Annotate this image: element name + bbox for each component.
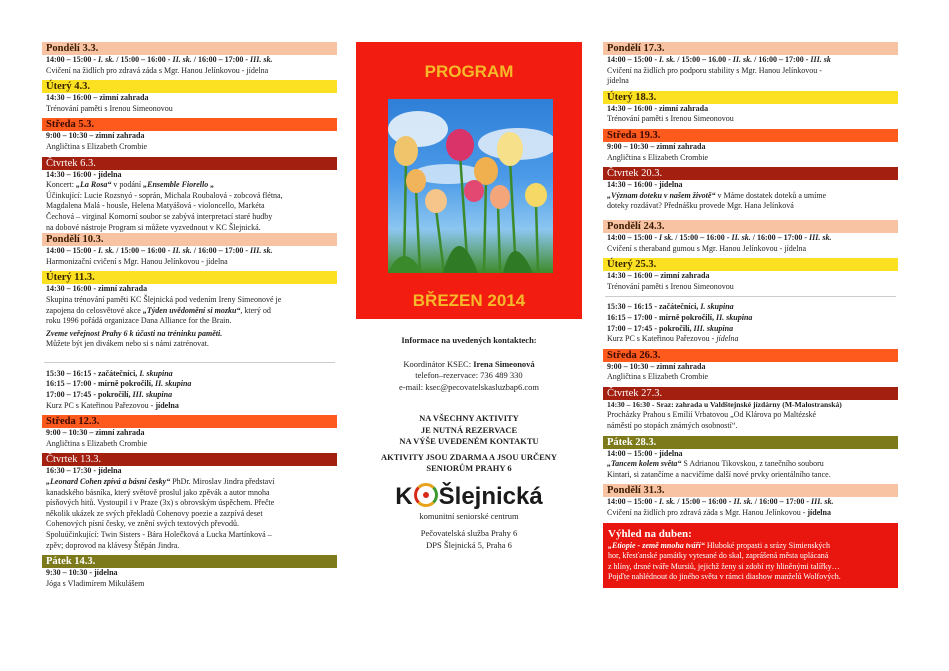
day-time: 9:00 – 10:30 – zimní zahrada xyxy=(46,428,145,438)
day-block xyxy=(603,258,898,345)
day-block xyxy=(42,453,337,551)
day-desc: Koncert: „La Rosa“ v podání „Ensemble Fiorello „ xyxy=(46,180,215,190)
day-block xyxy=(42,42,337,76)
cover-month: BŘEZEN 2014 xyxy=(412,291,526,310)
day-header: Úterý 25.3. xyxy=(603,258,898,271)
cover-title: PROGRAM xyxy=(424,62,514,81)
logo-ring-icon xyxy=(414,483,438,507)
day-desc: Cvičení s theraband gumou s Mgr. Hanou Jelínkovou - jídelna xyxy=(607,243,807,253)
day-desc: roku 1996 pořádá organizace Dana Alliance for the Brain. xyxy=(46,316,232,326)
day-block xyxy=(42,233,337,267)
day-block xyxy=(42,118,337,152)
day-desc: náměstí po stopách známých osobností“. xyxy=(607,421,738,431)
day-time: 14:00 – 15:00 - I. sk. / 15:00 – 16:00 - II. sk. / 16:00 – 17:00 - III. sk. xyxy=(46,55,273,64)
day-block xyxy=(603,349,898,383)
day-desc: Cvičení na židlích pro zdravá záda s Mgr. Hanou Jelínkovou - jídelna xyxy=(46,65,269,75)
day-header: Čtvrtek 13.3. xyxy=(42,453,337,466)
day-desc: Cvičení na židlích pro podporu stability s Mgr. Hanou Jelínkovou - xyxy=(607,65,822,75)
address-line: Pečovatelská služba Prahy 6 xyxy=(420,528,518,538)
day-header: Čtvrtek 6.3. xyxy=(42,157,337,170)
email-link[interactable]: e-mail: ksec@pecovatelskasluzbap6.com xyxy=(399,381,539,392)
day-desc: Trénování paměti s Irenou Simeonovou xyxy=(46,103,173,113)
day-header: Středa 5.3. xyxy=(42,118,337,131)
day-block xyxy=(603,436,898,481)
day-desc: písňových hitů. Vystoupil i v Praze (3x) s obrovským úspěchem. Přečte xyxy=(46,498,275,508)
notice-line: NA VÝŠE UVEDENÉM KONTAKTU xyxy=(399,436,539,446)
day-desc: Spoluúčinkující: Twin Sisters - Bára Holečková a Lucka Martínková – xyxy=(46,530,272,539)
day-header: Pondělí 24.3. xyxy=(603,220,898,233)
pc-group: 17:00 – 17:45 - pokročilí, III. skupina xyxy=(607,323,734,333)
day-block xyxy=(603,91,898,125)
day-block xyxy=(603,129,898,163)
day-desc: jídelna xyxy=(607,76,629,86)
phone: telefon–rezervace: 736 489 330 xyxy=(415,370,523,380)
tulips-photo xyxy=(388,99,553,273)
notice-line: JE NUTNÁ REZERVACE xyxy=(420,424,518,435)
day-header: Středa 26.3. xyxy=(603,349,898,362)
day-block xyxy=(603,42,898,87)
pc-group: 15:30 – 16:15 - začátečníci, I. skupina xyxy=(607,302,734,312)
day-header: Úterý 11.3. xyxy=(42,271,337,284)
day-desc: Účinkující: Lucie Rozsnyó - soprán, Michala Roubalová - zobcová flétna, xyxy=(46,190,283,200)
day-desc: Trénování paměti s Irenou Simeonovou xyxy=(607,281,734,291)
day-block xyxy=(42,157,337,234)
day-time: 14:30 – 16:00 – zimní zahrada xyxy=(46,93,149,103)
day-header: Úterý 4.3. xyxy=(42,80,337,93)
center-panel xyxy=(356,42,582,551)
day-desc: Angličtina s Elizabeth Crombie xyxy=(46,141,148,151)
preview-text: z hlíny, drsné tváře Mursiů, jejichž ženy si zdobí rty hliněnými talířky… xyxy=(608,561,840,571)
day-desc: „Tancem kolem světa“ S Adrianou Tikovskou, z tanečního souboru xyxy=(607,459,824,469)
day-desc: Můžete být jen divákem nebo si s námi zatrénovat. xyxy=(46,339,209,349)
day-header: Středa 19.3. xyxy=(603,129,898,142)
kc-slejnicka-logo: K Šlejnická xyxy=(395,482,543,510)
day-block xyxy=(603,220,898,254)
schedule-column-left xyxy=(42,42,337,593)
schedule-column-right xyxy=(603,42,898,588)
day-desc: Skupina trénování paměti KC Šlejnická pod vedením Ireny Simeonové je xyxy=(46,294,282,304)
cover-block xyxy=(356,42,582,319)
pc-group: 16:15 – 17:00 - mírně pokročilí, II. skupina xyxy=(607,312,753,322)
day-desc: zpěv; doprovod na klávesy Štěpán Jindra. xyxy=(46,540,180,550)
preview-title: Výhled na duben: xyxy=(608,527,692,540)
day-desc: „Význam doteku v našem životě“ v Máme dostatek doteků a umíme xyxy=(607,190,827,200)
day-block xyxy=(42,555,337,589)
day-block xyxy=(603,387,898,432)
day-header: Pondělí 31.3. xyxy=(603,484,898,497)
preview-text: Pojďte nahlédnout do jiného světa v rámci diashow manželů Wolfových. xyxy=(608,572,841,582)
preview-text: hor, křesťanské památky vytesané do skal, zaprášená města uplácaná xyxy=(608,551,829,561)
day-desc: Harmonizační cvičení s Mgr. Hanou Jelínkovou - jídelna xyxy=(46,256,228,266)
pc-group: 17:00 – 17:45 - pokročilí, III. skupina xyxy=(46,390,173,400)
day-time: 14:30 – 16:00 - zimní zahrada xyxy=(607,103,709,113)
day-header: Středa 12.3. xyxy=(42,415,337,428)
day-header: Pondělí 10.3. xyxy=(42,233,337,246)
day-time: 14:00 – 15:00 - I. sk. / 15:00 – 16.00 - II. sk. / 16:00 – 17:00 - III. sk xyxy=(607,55,831,64)
day-desc: na dobové nástroje Program si můžete vyzvednout v KC Šlejnická. xyxy=(46,222,261,232)
day-desc: Magdalena Malá - housle, Helena Matyášová - violoncello, Markéta xyxy=(46,201,265,211)
info-heading: Informace na uvedených kontaktech: xyxy=(401,335,537,345)
day-block xyxy=(603,167,898,212)
day-time: 14:00 – 15:00 - I. sk. / 15:00 – 16:00 - II. sk. / 16:00 – 17:00 - III. sk. xyxy=(46,246,273,256)
day-block xyxy=(42,415,337,449)
day-time: 14:30 – 16:00 - jídelna xyxy=(46,169,122,179)
day-header: Pondělí 17.3. xyxy=(603,42,898,55)
day-header: Úterý 18.3. xyxy=(603,91,898,104)
day-desc: Trénování paměti s Irenou Simeonovou xyxy=(607,114,734,124)
pc-group: 16:15 – 17:00 - mírně pokročilí, II. skupina xyxy=(46,379,192,389)
day-desc: Jóga s Vladimírem Mikulášem xyxy=(46,578,145,588)
day-header: Pondělí 3.3. xyxy=(42,42,337,55)
pc-course: Kurz PC s Kateřinou Pařezovou - jídelna xyxy=(46,400,179,410)
day-time: 14:00 – 15:00 - jídelna xyxy=(607,448,683,458)
day-desc: Cvičení na židlích pro zdravá záda s Mgr. Hanou Jelínkovou - jídelna xyxy=(607,508,831,518)
day-header: Čtvrtek 20.3. xyxy=(603,167,898,180)
day-time: 16:30 – 17:30 - jídelna xyxy=(46,466,122,476)
day-desc: zapojena do celosvětové akce „Týden uvědomění si mozku“, který od xyxy=(46,305,271,315)
preview-text: „Etiopie - země mnoha tváří“ Hluboké propasti a srázy Simienských xyxy=(608,540,830,550)
day-time: 14:30 – 16:00 – zimní zahrada xyxy=(607,271,710,281)
day-desc: Angličtina s Elizabeth Crombie xyxy=(607,372,709,382)
day-time: 9:30 – 10:30 - jídelna xyxy=(46,568,118,578)
day-desc: Čechová – virginal Komorní soubor se zabývá interpretací staré hudby xyxy=(46,211,273,221)
day-desc: Angličtina s Elizabeth Crombie xyxy=(46,438,148,448)
day-time: 9:00 – 10:30 – zimní zahrada xyxy=(607,141,706,151)
tulips-illustration xyxy=(388,99,553,273)
day-header: Pátek 14.3. xyxy=(42,555,337,568)
pc-group: 15:30 – 16:15 - začátečníci, I. skupina xyxy=(46,368,173,378)
day-time: 14:00 – 15:00 - I. sk. / 15:00 – 16:00 - II. sk. / 16:00 – 17:00 - III. sk. xyxy=(607,497,834,507)
day-desc: Cohenových písní česky, ve znění svých textových převodů. xyxy=(46,519,239,529)
day-desc: Kintari, si zatančíme a nacvičíme další nové prvky orientálního tance. xyxy=(607,469,831,479)
day-time: 14:00 – 15:00 - I sk. / 15:00 – 16:00 - II. sk. / 16:00 – 17:00 - III. sk. xyxy=(607,232,832,242)
day-time: 9:00 – 10:30 – zimní zahrada xyxy=(46,131,145,141)
coordinator: Koordinátor KSEC: Irena Simeonová xyxy=(403,358,535,369)
day-time: 9:00 – 10:30 – zimní zahrada xyxy=(607,361,706,371)
day-time: 14:30 – 16:00 - zimní zahrada xyxy=(46,284,148,294)
day-desc: Zveme veřejnost Prahy 6 k účasti na tréninku paměti. xyxy=(46,328,223,338)
pc-course: Kurz PC s Kateřinou Pařezovou - jídelna xyxy=(607,334,739,344)
day-desc: několik ukázek ze svých překladů Cohenovy poezie a zazpívá deset xyxy=(46,508,263,518)
divider xyxy=(605,296,896,297)
day-desc: doteky rozdávat? Přednášku provede Mgr. Hana Jelínková xyxy=(607,201,794,211)
day-time: 14:30 – 16:00 - jídelna xyxy=(607,180,683,190)
logo-subtitle: komunitní seniorské centrum xyxy=(419,510,519,521)
notice-line: NA VŠECHNY AKTIVITY xyxy=(419,413,519,423)
day-time: 14:30 – 16:30 - Sraz: zahrada u Valdštejnské jízdárny (M-Malostranská) xyxy=(607,399,842,409)
day-header: Čtvrtek 27.3. xyxy=(603,387,898,400)
day-desc: Angličtina s Elizabeth Crombie xyxy=(607,152,709,162)
day-desc: „Leonard Cohen zpívá a básní česky“ PhDr. Miroslav Jindra představí xyxy=(46,477,275,487)
day-block xyxy=(603,484,898,518)
divider xyxy=(44,362,335,363)
day-header: Pátek 28.3. xyxy=(603,436,898,449)
day-desc: kanadského básníka, který světově proslul jako zpěvák a autor mnoha xyxy=(46,487,270,497)
day-block xyxy=(42,271,337,411)
day-desc: Procházky Prahou s Emílií Vrbatovou „Od Klárova po Maltézské xyxy=(607,410,817,420)
day-block xyxy=(42,80,337,114)
notice-line: SENIORŮM PRAHY 6 xyxy=(426,463,512,473)
notice-line: AKTIVITY JSOU ZDARMA A JSOU URČENY xyxy=(380,451,558,462)
april-preview xyxy=(603,523,898,588)
address-line: DPS Šlejnická 5, Praha 6 xyxy=(426,539,512,550)
